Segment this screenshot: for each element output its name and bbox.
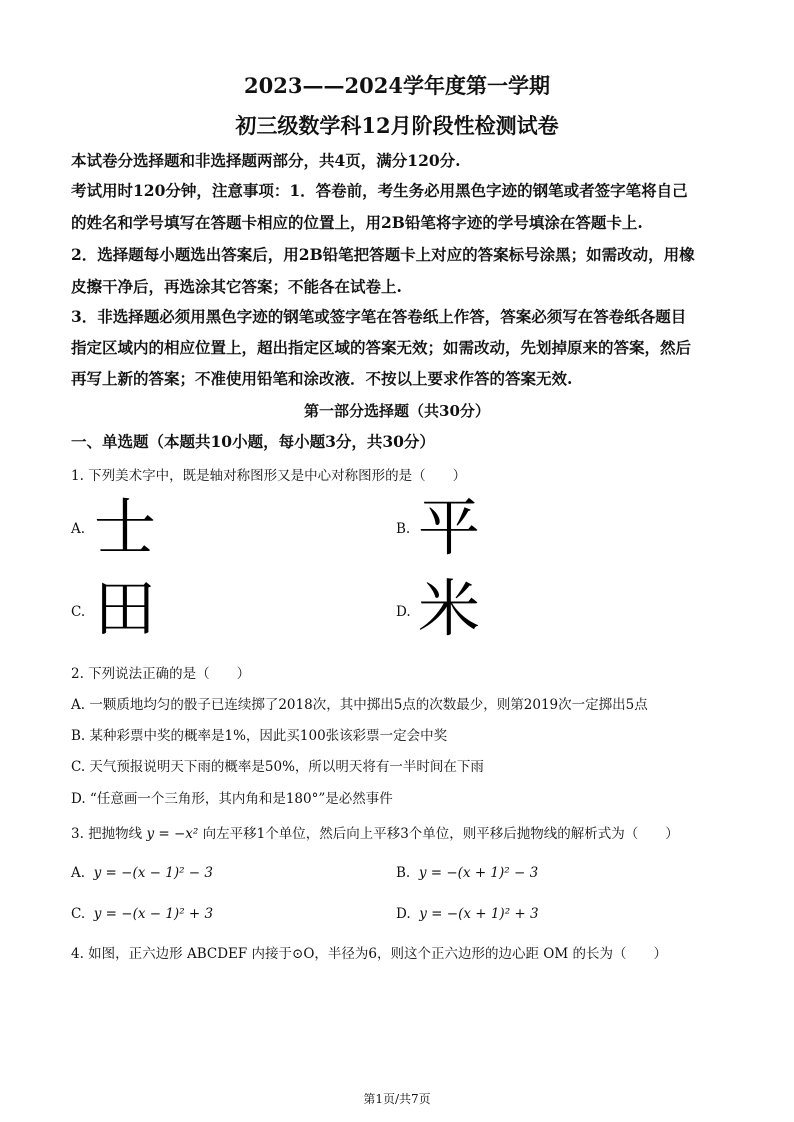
q3-option-c-label: C.: [71, 906, 86, 922]
q3-option-a-label: A.: [71, 865, 86, 881]
q3-option-c-expr: y = −(x − 1)² + 3: [93, 906, 214, 922]
instruction-line: 再写上新的答案；不准使用铅笔和涂改液．不按以上要求作答的答案无效.: [71, 369, 573, 388]
q3-stem-after: 向左平移1个单位，然后向上平移3个单位，则平移后抛物线的解析式为（ ）: [198, 826, 679, 842]
instruction-line: 指定区域内的相应位置上，超出指定区域的答案无效；如需改动，先划掉原来的答案，然后: [71, 338, 692, 357]
question-2-stem: 2. 下列说法正确的是（ ）: [71, 666, 251, 682]
question-1-stem: 1. 下列美术字中，既是轴对称图形又是中心对称图形的是（ ）: [71, 468, 467, 484]
q1-option-c-label: C.: [71, 604, 86, 620]
question-3-stem: [71, 822, 679, 842]
title-year: 2023——2024学年度第一学期: [244, 73, 550, 98]
q3-option-d-expr: y = −(x + 1)² + 3: [419, 906, 539, 922]
question-4-stem: 4. 如图，正六边形 ABCDEF 内接于⊙O，半径为6，则这个正六边形的边心距 OM 的长为（ ）: [71, 946, 667, 962]
q1-option-d-label: D.: [396, 604, 411, 620]
instruction-line: 考试用时120分钟，注意事项：1．答卷前，考生务必用黑色字迹的钢笔或者签字笔将自己: [71, 181, 688, 200]
section1-title: 一、单选题（本题共10小题，每小题3分，共30分）: [71, 432, 435, 451]
q1-option-b-glyph: 平: [418, 491, 481, 564]
q3-option-b: [396, 865, 538, 881]
q1-option-d-glyph: 米: [418, 572, 481, 645]
q3-stem-before: 3. 把抛物线: [71, 826, 147, 842]
part1-title: 第一部分选择题（共30分）: [304, 402, 490, 420]
instruction-line: 本试卷分选择题和非选择题两部分，共4页，满分120分.: [71, 151, 461, 170]
q2-option-b: B. 某种彩票中奖的概率是1%，因此买100张该彩票一定会中奖: [71, 728, 448, 744]
q3-option-d: [396, 906, 539, 922]
title-exam: 初三级数学科12月阶段性检测试卷: [235, 113, 559, 138]
q3-option-b-label: B.: [396, 865, 411, 881]
q3-option-b-expr: y = −(x + 1)² − 3: [418, 865, 539, 881]
instruction-line: 2．选择题每小题选出答案后，用2B铅笔把答题卡上对应的答案标号涂黑；如需改动，用橡: [71, 245, 695, 264]
q3-option-a-expr: y = −(x − 1)² − 3: [93, 865, 213, 881]
instruction-line: 3．非选择题必须用黑色字迹的钢笔或签字笔在答卷纸上作答，答案必须写在答卷纸各题目: [71, 307, 687, 326]
q1-option-c-glyph: 田: [94, 572, 157, 645]
q1-option-a-glyph: 士: [94, 491, 157, 564]
page-footer: 第1页/共7页: [363, 1092, 431, 1106]
q3-option-d-label: D.: [396, 906, 411, 922]
q2-option-c: C. 天气预报说明天下雨的概率是50%，所以明天将有一半时间在下雨: [71, 759, 484, 775]
q2-option-a: A. 一颗质地均匀的骰子已连续掷了2018次，其中掷出5点的次数最少，则第2019次一定掷出5点: [71, 697, 648, 713]
instruction-line: 的姓名和学号填写在答题卡相应的位置上，用2B铅笔将字迹的学号填涂在答题卡上.: [71, 213, 643, 232]
q1-option-b-label: B.: [396, 521, 411, 537]
q2-option-d: D. “任意画一个三角形，其内角和是180°”是必然事件: [71, 791, 393, 807]
q3-option-a: [71, 865, 213, 881]
instruction-line: 皮擦干净后，再选涂其它答案；不能各在试卷上.: [71, 277, 402, 296]
q3-stem-math: y = −x²: [146, 826, 199, 842]
q1-option-a-label: A.: [71, 521, 86, 537]
q3-option-c: [71, 906, 213, 922]
